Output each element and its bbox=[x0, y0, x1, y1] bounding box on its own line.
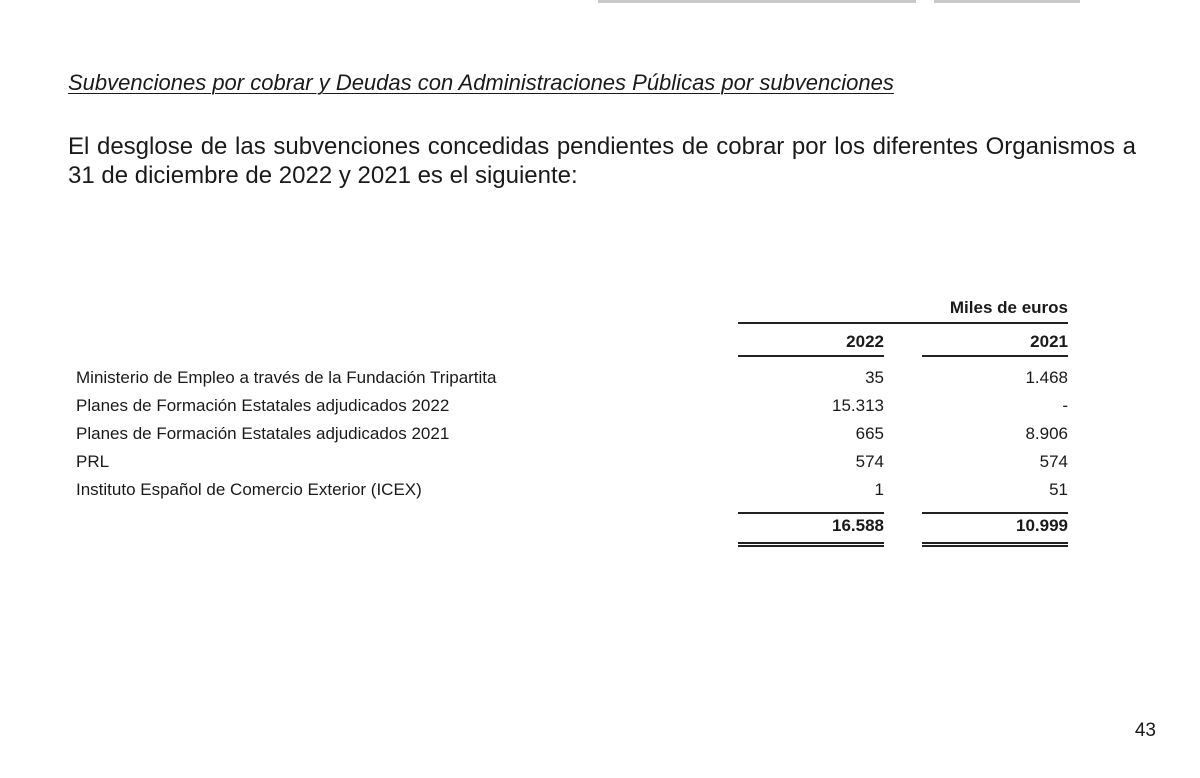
row-value-2022: 35 bbox=[865, 368, 884, 387]
row-value-2022: 15.313 bbox=[832, 396, 884, 415]
table-units-header: Miles de euros bbox=[738, 298, 1068, 324]
table-row bbox=[76, 476, 1068, 504]
subtotal-rule bbox=[922, 512, 1068, 514]
intro-paragraph: El desglose de las subvenciones concedidas pendientes de cobrar por los diferentes Organismos a 31 de diciembre de 2022 y 2021 es el siguiente: bbox=[68, 133, 1136, 189]
scan-artifact-line bbox=[598, 0, 916, 3]
table-body bbox=[76, 364, 1068, 504]
row-value-2021: 1.468 bbox=[1025, 368, 1068, 387]
column-header-2022: 2022 bbox=[738, 332, 884, 357]
row-value-2021: - bbox=[1062, 396, 1068, 415]
table-row bbox=[76, 420, 1068, 448]
row-label: Ministerio de Empleo a través de la Fundación Tripartita bbox=[76, 368, 497, 387]
row-value-2022: 1 bbox=[874, 480, 884, 499]
column-header-2021: 2021 bbox=[922, 332, 1068, 357]
table-row bbox=[76, 364, 1068, 392]
row-label: PRL bbox=[76, 452, 110, 471]
total-2021: 10.999 bbox=[922, 516, 1068, 547]
subtotal-rule bbox=[738, 512, 884, 514]
row-value-2021: 8.906 bbox=[1025, 424, 1068, 443]
row-value-2021: 574 bbox=[1039, 452, 1068, 471]
row-value-2021: 51 bbox=[1049, 480, 1068, 499]
table-row bbox=[76, 448, 1068, 476]
section-title: Subvenciones por cobrar y Deudas con Administraciones Públicas por subvenciones bbox=[68, 70, 894, 95]
scan-artifact-line bbox=[934, 0, 1080, 3]
table-row bbox=[76, 392, 1068, 420]
row-value-2022: 574 bbox=[855, 452, 884, 471]
row-label: Planes de Formación Estatales adjudicados 2021 bbox=[76, 424, 450, 443]
row-label: Instituto Español de Comercio Exterior (ICEX) bbox=[76, 480, 422, 499]
page-number: 43 bbox=[1134, 720, 1156, 741]
row-label: Planes de Formación Estatales adjudicados 2022 bbox=[76, 396, 450, 415]
total-2022: 16.588 bbox=[738, 516, 884, 547]
row-value-2022: 665 bbox=[855, 424, 884, 443]
